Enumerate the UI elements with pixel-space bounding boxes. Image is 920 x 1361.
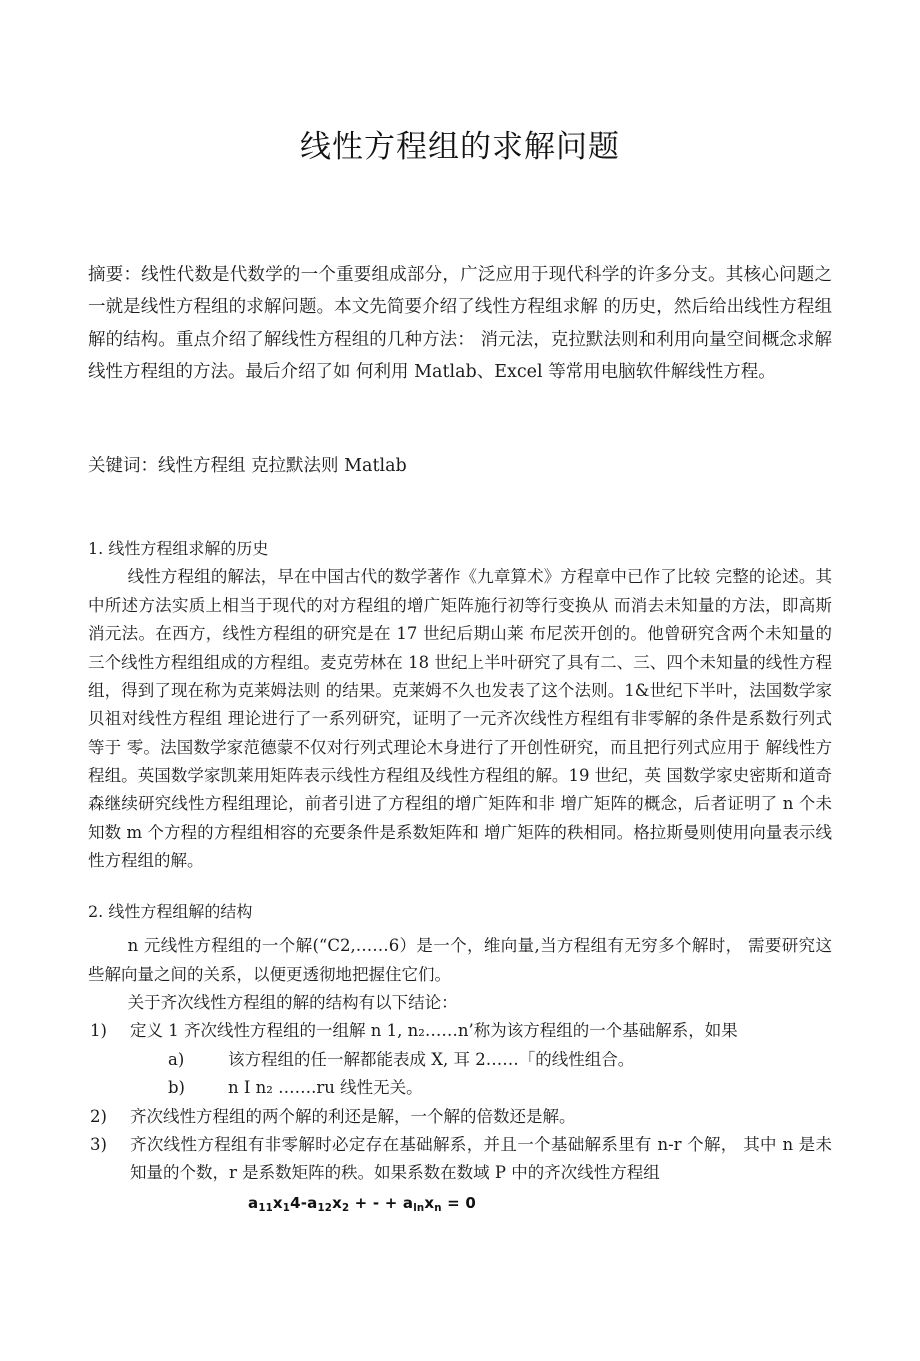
list-item bbox=[88, 1103, 832, 1131]
list-marker: 1) bbox=[90, 1021, 107, 1041]
equation-text: $a_{11}x_14-a_{12}x_2$ + - + $a_{ln}x_n = 0$ bbox=[248, 1193, 476, 1214]
sub-list-marker: a) bbox=[168, 1049, 185, 1069]
conclusion-list bbox=[88, 1017, 832, 1217]
list-item bbox=[88, 1017, 832, 1102]
page-title: 线性方程组的求解问题 bbox=[300, 129, 620, 165]
sub-list-item bbox=[168, 1046, 832, 1074]
list-item-text: 定义 1 齐次线性方程组的一组解 n 1, n₂……n’称为该方程组的一个基础解系，如果 bbox=[130, 1021, 738, 1041]
section-heading-2: 2. 线性方程组解的结构 bbox=[88, 901, 253, 921]
section-heading-1: 1. 线性方程组求解的历史 bbox=[88, 538, 269, 558]
section-2-paragraph-1: n 元线性方程组的一个解(“C2,……6）是一个，维向量,当方程组有无穷多个解时， 需要研究这些解向量之间的关系，以便更透彻地把握住它们。 bbox=[88, 936, 832, 984]
sub-list-item bbox=[168, 1074, 832, 1102]
sub-list-item-text: 该方程组的任一解都能表成 X, 耳 2……「的线性组合。 bbox=[228, 1049, 635, 1069]
abstract-paragraph: 摘要：线性代数是代数学的一个重要组成部分，广泛应用于现代科学的许多分支。其核心问题之一就是线性方程组的求解问题。本文先简要介绍了线性方程组求解 的历史，然后给出线性方程组解的结构。重点介绍了解线性方程组的几种方法： 消元法，克拉默法则和利用向量空间概念求解线性方程组的方法。最后介绍了如 何利用 Matlab、Excel 等常用电脑软件解线性方程。 bbox=[88, 264, 832, 382]
sub-list-marker: b) bbox=[168, 1078, 185, 1098]
list-item bbox=[88, 1131, 832, 1217]
list-item-text: 齐次线性方程组有非零解时必定存在基础解系，并且一个基础解系里有 n-r 个解， 其中 n 是未知量的个数，r 是系数矩阵的秩。如果系数在数域 P 中的齐次线性方程组 bbox=[130, 1134, 832, 1183]
list-marker: 2) bbox=[90, 1106, 107, 1126]
section-1-paragraph: 线性方程组的解法，早在中国古代的数学著作《九章算术》方程章中已作了比较 完整的论述。其中所述方法实质上相当于现代的对方程组的增广矩阵施行初等行变换从 而消去未知量的方法，即高斯消元法。在西方，线性方程组的研究是在 17 世纪后期山莱 布尼茨开创的。他曾研究含两个未知量的三个线性方程组组成的方程组。麦克劳林在 18 世纪上半叶研究了具有二、三、四个未知量的线性方程组，得到了现在称为克莱姆法则 的结果。克莱姆不久也发表了这个法则。1&世纪下半叶，法国数学家贝祖对线性方程组 理论进行了一系列研究，证明了一元齐次线性方程组有非零解的条件是系数行列式等于 零。法国数学家范德蒙不仅对行列式理论木身进行了开创性研究，而且把行列式应用于 解线性方程组。英国数学家凯莱用矩阵表示线性方程组及线性方程组的解。19 世纪，英 国数学家史密斯和道奇森继续研究线性方程组理论，前者引进了方程组的增广矩阵和非 增广矩阵的概念，后者证明了 n 个未知数 m 个方程的方程组相容的充要条件是系数矩阵和 增广矩阵的秩相同。格拉斯曼则使用向量表示线性方程组的解。 bbox=[88, 567, 832, 871]
section-2-paragraph-2: 关于齐次线性方程组的解的结构有以下结论： bbox=[127, 993, 458, 1013]
list-item-text: 齐次线性方程组的两个解的利还是解，一个解的倍数还是解。 bbox=[130, 1106, 576, 1126]
sub-list-item-text: n I n₂ …….ru 线性无关。 bbox=[228, 1078, 423, 1098]
equation-display bbox=[130, 1188, 832, 1217]
keywords-line: 关键词：线性方程组 克拉默法则 Matlab bbox=[88, 456, 407, 477]
list-marker: 3) bbox=[90, 1134, 107, 1154]
sub-list bbox=[130, 1046, 832, 1103]
